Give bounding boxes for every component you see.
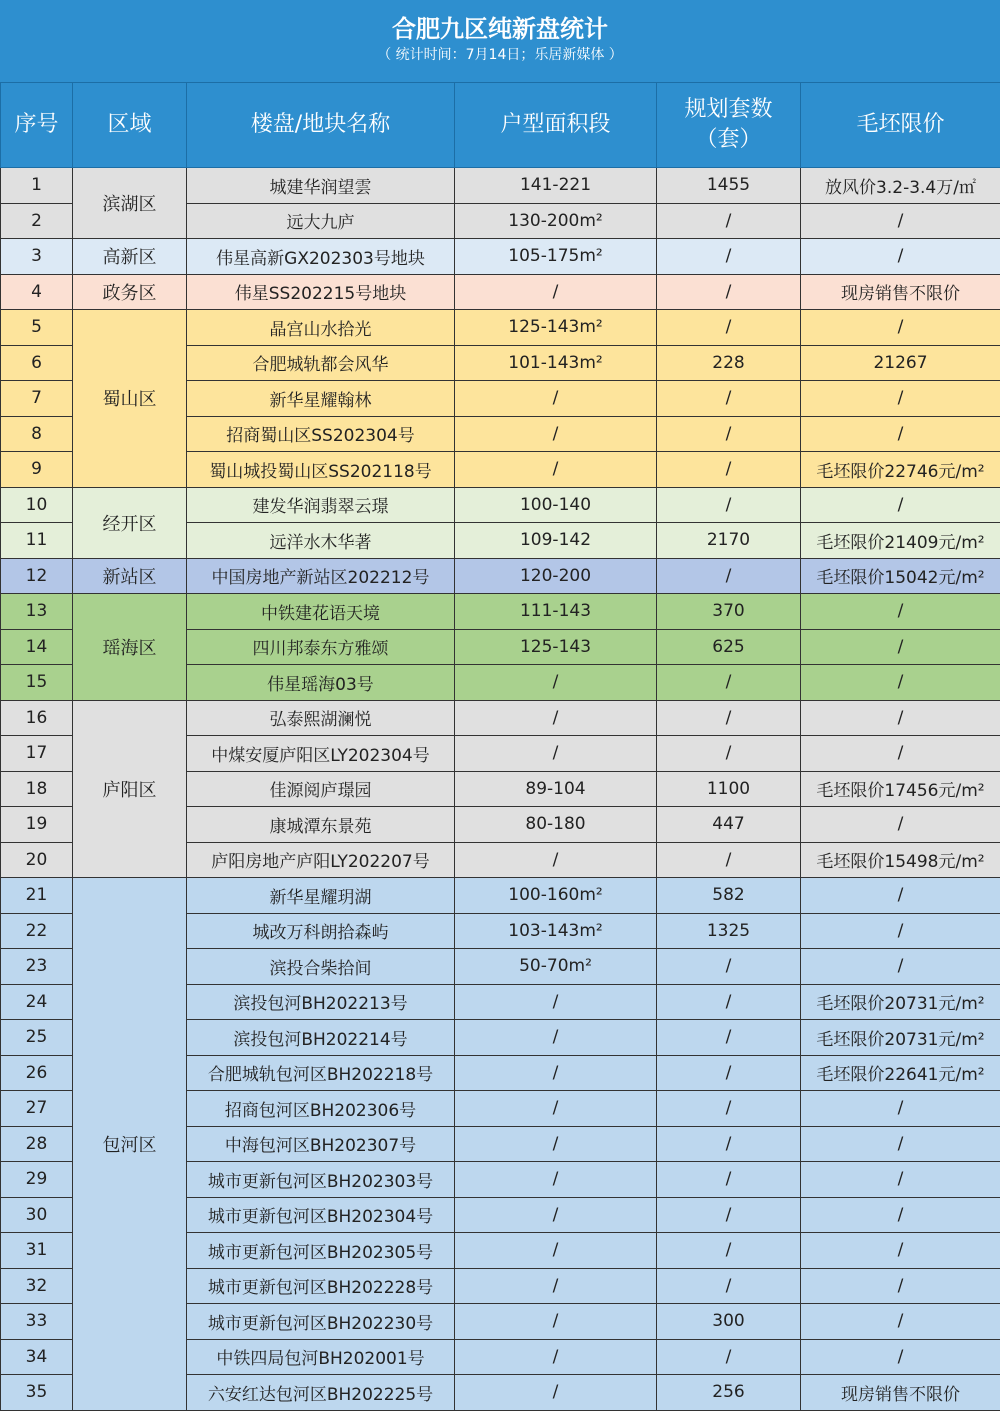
cell-project-name: 城市更新包河区BH202305号 <box>187 1233 455 1269</box>
cell-planned-units: / <box>657 1197 801 1233</box>
cell-index: 29 <box>1 1162 73 1198</box>
cell-price-limit: / <box>801 310 1000 346</box>
cell-project-name: 晶宫山水拾光 <box>187 310 455 346</box>
cell-price-limit: / <box>801 878 1000 914</box>
cell-planned-units: / <box>657 665 801 701</box>
table-row <box>1 239 1000 275</box>
cell-project-name: 合肥城轨都会风华 <box>187 345 455 381</box>
cell-area-range: / <box>455 416 657 452</box>
table-row <box>1 310 1000 346</box>
cell-area-range: / <box>455 1091 657 1127</box>
column-header-units: 规划套数（套） <box>657 83 801 168</box>
cell-index: 22 <box>1 913 73 949</box>
cell-planned-units: / <box>657 1055 801 1091</box>
cell-index: 1 <box>1 168 73 204</box>
cell-planned-units: 2170 <box>657 523 801 559</box>
cell-price-limit: / <box>801 1126 1000 1162</box>
cell-price-limit: / <box>801 1091 1000 1127</box>
cell-planned-units: / <box>657 1162 801 1198</box>
cell-planned-units: / <box>657 274 801 310</box>
cell-price-limit: / <box>801 1268 1000 1304</box>
cell-project-name: 远洋水木华著 <box>187 523 455 559</box>
cell-index: 5 <box>1 310 73 346</box>
cell-area-range: 141-221 <box>455 168 657 204</box>
cell-price-limit: / <box>801 1162 1000 1198</box>
cell-price-limit: 现房销售不限价 <box>801 1375 1000 1411</box>
cell-planned-units: / <box>657 1091 801 1127</box>
cell-project-name: 中海包河区BH202307号 <box>187 1126 455 1162</box>
cell-price-limit: 毛坯限价15042元/m² <box>801 558 1000 594</box>
page-subtitle: （ 统计时间：7月14日；乐居新媒体 ） <box>0 44 1000 66</box>
cell-price-limit: 毛坯限价22641元/m² <box>801 1055 1000 1091</box>
cell-district: 瑶海区 <box>73 594 187 701</box>
cell-price-limit: / <box>801 665 1000 701</box>
cell-price-limit: / <box>801 1197 1000 1233</box>
cell-price-limit: 毛坯限价15498元/m² <box>801 842 1000 878</box>
cell-project-name: 远大九庐 <box>187 203 455 239</box>
table-title-banner <box>0 0 1000 82</box>
cell-index: 6 <box>1 345 73 381</box>
cell-price-limit: / <box>801 203 1000 239</box>
cell-price-limit: / <box>801 949 1000 985</box>
cell-planned-units: / <box>657 1020 801 1056</box>
cell-index: 35 <box>1 1375 73 1411</box>
cell-planned-units: 370 <box>657 594 801 630</box>
cell-area-range: 101-143m² <box>455 345 657 381</box>
cell-planned-units: 300 <box>657 1304 801 1340</box>
cell-price-limit: / <box>801 487 1000 523</box>
cell-index: 26 <box>1 1055 73 1091</box>
cell-planned-units: / <box>657 700 801 736</box>
cell-area-range: / <box>455 1233 657 1269</box>
cell-planned-units: / <box>657 1268 801 1304</box>
cell-area-range: / <box>455 1126 657 1162</box>
cell-area-range: 125-143m² <box>455 310 657 346</box>
cell-index: 21 <box>1 878 73 914</box>
cell-index: 7 <box>1 381 73 417</box>
cell-planned-units: / <box>657 416 801 452</box>
cell-index: 4 <box>1 274 73 310</box>
cell-project-name: 伟星瑶海03号 <box>187 665 455 701</box>
column-header-district: 区域 <box>73 83 187 168</box>
cell-project-name: 城市更新包河区BH202230号 <box>187 1304 455 1340</box>
cell-area-range: 50-70m² <box>455 949 657 985</box>
cell-index: 11 <box>1 523 73 559</box>
cell-price-limit: 毛坯限价20731元/m² <box>801 984 1000 1020</box>
cell-planned-units: 447 <box>657 807 801 843</box>
column-header-index: 序号 <box>1 83 73 168</box>
cell-project-name: 弘泰熙湖澜悦 <box>187 700 455 736</box>
cell-planned-units: 1455 <box>657 168 801 204</box>
column-header-project: 楼盘/地块名称 <box>187 83 455 168</box>
cell-planned-units: / <box>657 381 801 417</box>
cell-area-range: / <box>455 274 657 310</box>
cell-index: 33 <box>1 1304 73 1340</box>
cell-area-range: 125-143 <box>455 629 657 665</box>
cell-area-range: / <box>455 381 657 417</box>
cell-price-limit: / <box>801 629 1000 665</box>
cell-area-range: 111-143 <box>455 594 657 630</box>
cell-area-range: 103-143m² <box>455 913 657 949</box>
cell-price-limit: / <box>801 1233 1000 1269</box>
table-body <box>1 168 1000 1411</box>
cell-index: 28 <box>1 1126 73 1162</box>
cell-area-range: 89-104 <box>455 771 657 807</box>
cell-price-limit: / <box>801 416 1000 452</box>
cell-planned-units: 1325 <box>657 913 801 949</box>
cell-planned-units: 625 <box>657 629 801 665</box>
cell-project-name: 伟星高新GX202303号地块 <box>187 239 455 275</box>
cell-planned-units: / <box>657 949 801 985</box>
cell-project-name: 城市更新包河区BH202228号 <box>187 1268 455 1304</box>
cell-area-range: 109-142 <box>455 523 657 559</box>
cell-planned-units: 228 <box>657 345 801 381</box>
cell-price-limit: 毛坯限价20731元/m² <box>801 1020 1000 1056</box>
cell-district: 经开区 <box>73 487 187 558</box>
cell-project-name: 四川邦泰东方雅颂 <box>187 629 455 665</box>
cell-project-name: 庐阳房地产庐阳LY202207号 <box>187 842 455 878</box>
cell-district: 新站区 <box>73 558 187 594</box>
cell-index: 20 <box>1 842 73 878</box>
cell-planned-units: 1100 <box>657 771 801 807</box>
cell-planned-units: / <box>657 452 801 488</box>
cell-project-name: 六安红达包河区BH202225号 <box>187 1375 455 1411</box>
cell-area-range: / <box>455 736 657 772</box>
cell-area-range: 105-175m² <box>455 239 657 275</box>
cell-index: 8 <box>1 416 73 452</box>
cell-area-range: 100-160m² <box>455 878 657 914</box>
cell-index: 18 <box>1 771 73 807</box>
cell-index: 23 <box>1 949 73 985</box>
cell-area-range: / <box>455 700 657 736</box>
cell-index: 10 <box>1 487 73 523</box>
cell-area-range: 130-200m² <box>455 203 657 239</box>
cell-planned-units: / <box>657 842 801 878</box>
cell-index: 17 <box>1 736 73 772</box>
cell-project-name: 城建华润望雲 <box>187 168 455 204</box>
table-row <box>1 274 1000 310</box>
cell-project-name: 蜀山城投蜀山区SS202118号 <box>187 452 455 488</box>
cell-price-limit: 毛坯限价22746元/m² <box>801 452 1000 488</box>
cell-project-name: 新华星耀翰林 <box>187 381 455 417</box>
cell-planned-units: / <box>657 1126 801 1162</box>
cell-index: 3 <box>1 239 73 275</box>
cell-planned-units: / <box>657 558 801 594</box>
table-header-row <box>1 83 1000 168</box>
cell-price-limit: / <box>801 1304 1000 1340</box>
cell-price-limit: / <box>801 239 1000 275</box>
cell-project-name: 合肥城轨包河区BH202218号 <box>187 1055 455 1091</box>
cell-district: 庐阳区 <box>73 700 187 878</box>
cell-area-range: / <box>455 1268 657 1304</box>
table-row <box>1 700 1000 736</box>
cell-price-limit: / <box>801 381 1000 417</box>
cell-project-name: 滨投包河BH202214号 <box>187 1020 455 1056</box>
cell-area-range: / <box>455 1375 657 1411</box>
cell-index: 32 <box>1 1268 73 1304</box>
cell-project-name: 佳源阅庐璟园 <box>187 771 455 807</box>
table-row <box>1 487 1000 523</box>
cell-index: 12 <box>1 558 73 594</box>
cell-index: 2 <box>1 203 73 239</box>
cell-index: 30 <box>1 1197 73 1233</box>
cell-index: 15 <box>1 665 73 701</box>
cell-index: 24 <box>1 984 73 1020</box>
cell-price-limit: / <box>801 807 1000 843</box>
cell-price-limit: 毛坯限价21409元/m² <box>801 523 1000 559</box>
cell-area-range: / <box>455 842 657 878</box>
cell-index: 16 <box>1 700 73 736</box>
cell-area-range: / <box>455 665 657 701</box>
cell-price-limit: 放风价3.2-3.4万/㎡ <box>801 168 1000 204</box>
cell-area-range: 120-200 <box>455 558 657 594</box>
cell-area-range: / <box>455 1339 657 1375</box>
cell-planned-units: / <box>657 1233 801 1269</box>
cell-index: 9 <box>1 452 73 488</box>
cell-planned-units: / <box>657 1339 801 1375</box>
column-header-area: 户型面积段 <box>455 83 657 168</box>
cell-planned-units: / <box>657 203 801 239</box>
cell-area-range: / <box>455 1020 657 1056</box>
cell-project-name: 滨投合柴拾间 <box>187 949 455 985</box>
cell-index: 27 <box>1 1091 73 1127</box>
project-table <box>0 82 1000 1411</box>
cell-price-limit: 现房销售不限价 <box>801 274 1000 310</box>
cell-index: 34 <box>1 1339 73 1375</box>
cell-price-limit: / <box>801 913 1000 949</box>
cell-district: 包河区 <box>73 878 187 1411</box>
cell-index: 13 <box>1 594 73 630</box>
cell-index: 14 <box>1 629 73 665</box>
cell-price-limit: / <box>801 736 1000 772</box>
cell-price-limit: / <box>801 700 1000 736</box>
cell-project-name: 康城潭东景苑 <box>187 807 455 843</box>
page-title: 合肥九区纯新盘统计 <box>0 0 1000 44</box>
cell-district: 高新区 <box>73 239 187 275</box>
cell-project-name: 新华星耀玥湖 <box>187 878 455 914</box>
cell-area-range: / <box>455 1055 657 1091</box>
cell-index: 25 <box>1 1020 73 1056</box>
cell-planned-units: / <box>657 239 801 275</box>
cell-district: 蜀山区 <box>73 310 187 488</box>
cell-price-limit: 毛坯限价17456元/m² <box>801 771 1000 807</box>
cell-project-name: 招商蜀山区SS202304号 <box>187 416 455 452</box>
cell-project-name: 中铁建花语天境 <box>187 594 455 630</box>
cell-price-limit: / <box>801 594 1000 630</box>
cell-area-range: 100-140 <box>455 487 657 523</box>
cell-project-name: 中煤安厦庐阳区LY202304号 <box>187 736 455 772</box>
table-row <box>1 168 1000 204</box>
column-header-price-limit: 毛坯限价 <box>801 83 1000 168</box>
cell-area-range: / <box>455 452 657 488</box>
cell-area-range: / <box>455 1162 657 1198</box>
cell-project-name: 中铁四局包河BH202001号 <box>187 1339 455 1375</box>
table-row <box>1 594 1000 630</box>
cell-planned-units: 582 <box>657 878 801 914</box>
cell-project-name: 建发华润翡翠云璟 <box>187 487 455 523</box>
cell-area-range: / <box>455 1304 657 1340</box>
cell-project-name: 城市更新包河区BH202303号 <box>187 1162 455 1198</box>
cell-district: 滨湖区 <box>73 168 187 239</box>
cell-planned-units: / <box>657 487 801 523</box>
cell-project-name: 城改万科朗拾森屿 <box>187 913 455 949</box>
cell-price-limit: 21267 <box>801 345 1000 381</box>
table-row <box>1 878 1000 914</box>
cell-planned-units: / <box>657 310 801 346</box>
cell-project-name: 招商包河区BH202306号 <box>187 1091 455 1127</box>
cell-project-name: 中国房地产新站区202212号 <box>187 558 455 594</box>
cell-area-range: / <box>455 984 657 1020</box>
cell-project-name: 滨投包河BH202213号 <box>187 984 455 1020</box>
cell-project-name: 城市更新包河区BH202304号 <box>187 1197 455 1233</box>
table-row <box>1 558 1000 594</box>
cell-district: 政务区 <box>73 274 187 310</box>
cell-area-range: 80-180 <box>455 807 657 843</box>
cell-area-range: / <box>455 1197 657 1233</box>
cell-planned-units: / <box>657 736 801 772</box>
cell-planned-units: 256 <box>657 1375 801 1411</box>
cell-price-limit: / <box>801 1339 1000 1375</box>
cell-index: 31 <box>1 1233 73 1269</box>
cell-planned-units: / <box>657 984 801 1020</box>
cell-index: 19 <box>1 807 73 843</box>
cell-project-name: 伟星SS202215号地块 <box>187 274 455 310</box>
